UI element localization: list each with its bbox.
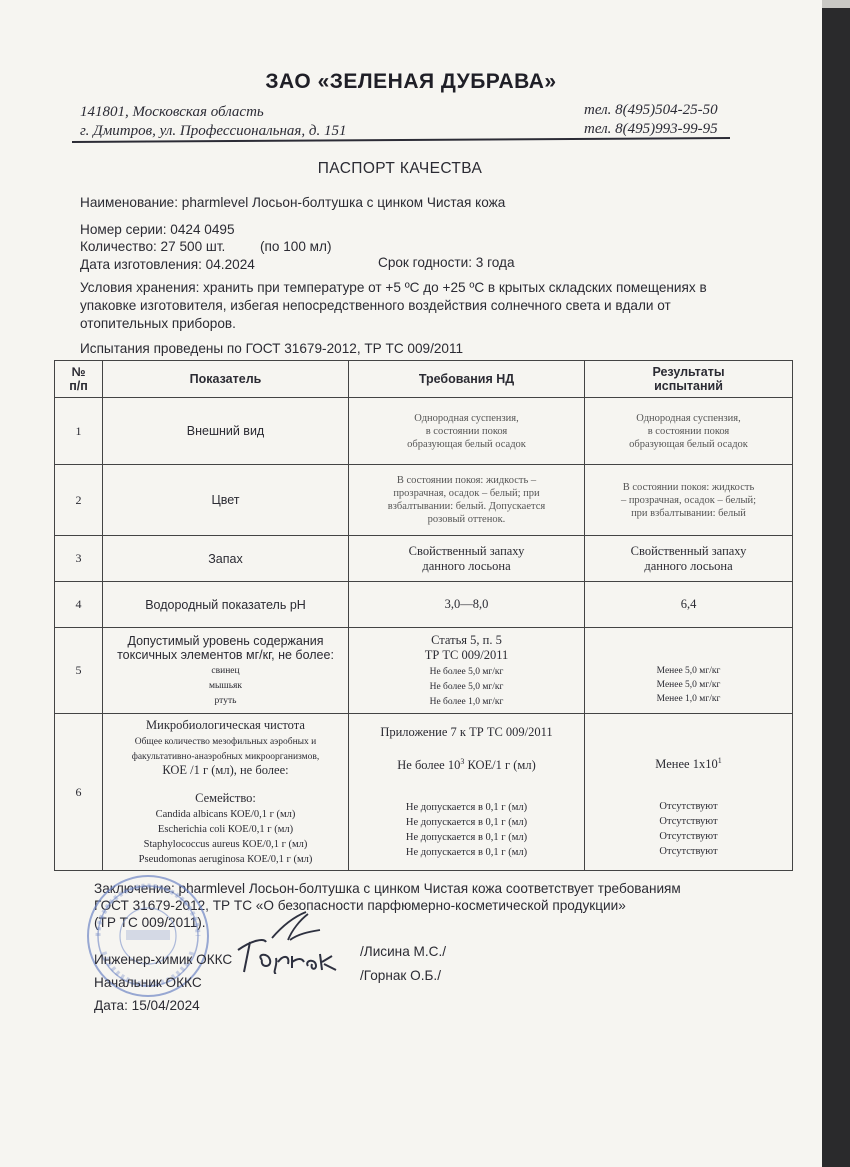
address-line-2: г. Дмитров, ул. Профессиональная, д. 151 <box>80 123 347 139</box>
handwritten-signature <box>232 910 342 974</box>
row-result: Менее $1х10^1$ Отсутствуют Отсутствуют Отсутствуют Отсутствуют <box>585 714 793 871</box>
document-title: ПАСПОРТ КАЧЕСТВА <box>317 160 483 177</box>
row-requirement: 3,0—8,0 <box>349 582 585 628</box>
signature-date: Дата: 15/04/2024 <box>94 998 200 1013</box>
head-label: Начальник ОККС <box>94 975 202 990</box>
row-requirement: Статья 5, п. 5 ТР ТС 009/2011 Не более 5,0 мг/кг Не более 5,0 мг/кг Не более 1,0 мг/кг <box>349 628 585 714</box>
conclusion-line-2: ГОСТ 31679-2012, ТР ТС «О безопасности парфюмерно-косметической продукции» <box>94 898 626 913</box>
table-row <box>55 536 793 582</box>
row-number: 1 <box>55 398 103 465</box>
row-indicator: Цвет <box>103 465 349 536</box>
quantity: Количество: 27 500 шт. <box>80 239 226 254</box>
table-row <box>55 628 793 714</box>
quantity-note: (по 100 мл) <box>260 239 332 254</box>
row-indicator: Внешний вид <box>103 398 349 465</box>
row-number: 3 <box>55 536 103 582</box>
storage-line-3: отопительных приборов. <box>80 316 236 331</box>
storage-line-2: упаковке изготовителя, избегая непосредственного воздействия солнечного света и вдали от <box>80 298 671 313</box>
head-name: /Горнак О.Б./ <box>360 968 441 983</box>
row-result: Однородная суспензия, в состоянии покоя образующая белый осадок <box>585 398 793 465</box>
phone-1: тел. 8(495)504-25-50 <box>584 102 718 118</box>
header-indicator: Показатель <box>103 361 349 398</box>
quality-table <box>54 360 793 871</box>
table-row <box>55 398 793 465</box>
row-number: 4 <box>55 582 103 628</box>
table-header-row <box>55 361 793 398</box>
table-row <box>55 465 793 536</box>
tests-standard: Испытания проведены по ГОСТ 31679-2012, ТР ТС 009/2011 <box>80 341 464 356</box>
row-number: 5 <box>55 628 103 714</box>
phone-2: тел. 8(495)993-99-95 <box>584 121 718 137</box>
header-requirements: Требования НД <box>349 361 585 398</box>
row-requirement: Приложение 7 к ТР ТС 009/2011 Не более $10^3$ КОЕ/1 г (мл) Не допускается в 0,1 г (мл) Не допускается в 0,1 г (мл) Не допускается в 0,1 г (мл) Не допускается в 0,1 г (мл) <box>349 714 585 871</box>
row-requirement: В состоянии покоя: жидкость – прозрачная, осадок – белый; при взбалтывании: белый. Допускается розовый оттенок. <box>349 465 585 536</box>
manufacture-date: Дата изготовления: 04.2024 <box>80 257 255 272</box>
row-result: Свойственный запаху данного лосьона <box>585 536 793 582</box>
row-indicator: Допустимый уровень содержания токсичных элементов мг/кг, не более: свинец мышьяк ртуть <box>103 628 349 714</box>
scan-edge <box>822 0 850 1167</box>
row-result: 6,4 <box>585 582 793 628</box>
row-indicator: Микробиологическая чистота Общее количество мезофильных аэробных и факультативно-анаэробных микроорганизмов, КОЕ /1 г (мл), не более: Семейство: Candida albicans КОЕ/0,1 г (мл) Escherichia coli КОЕ/0,1 г (мл) Staphylococcus aureus КОЕ/0,1 г (мл) Pseudomonas aeruginosa КОЕ/0,1 г (мл) <box>103 714 349 871</box>
conclusion-line-1: Заключение: pharmlevel Лосьон-болтушка с цинком Чистая кожа соответствует требованиям <box>94 881 681 896</box>
row-indicator: Запах <box>103 536 349 582</box>
shelf-life: Срок годности: 3 года <box>378 255 515 270</box>
header-results: Результаты испытаний <box>585 361 793 398</box>
row-requirement: Свойственный запаху данного лосьона <box>349 536 585 582</box>
engineer-name: /Лисина М.С./ <box>360 944 446 959</box>
company-name: ЗАО «ЗЕЛЕНАЯ ДУБРАВА» <box>265 70 557 93</box>
conclusion-line-3: (ТР ТС 009/2011). <box>94 915 206 930</box>
row-number: 6 <box>55 714 103 871</box>
address-line-1: 141801, Московская область <box>80 104 264 120</box>
storage-line-1: Условия хранения: хранить при температуре от +5 ºС до +25 ºС в крытых складских помещениях в <box>80 280 707 295</box>
table-row <box>55 582 793 628</box>
scan-edge-top <box>822 0 850 8</box>
row-number: 2 <box>55 465 103 536</box>
row-result: Менее 5,0 мг/кг Менее 5,0 мг/кг Менее 1,0 мг/кг <box>585 628 793 714</box>
header-number: № п/п <box>55 361 103 398</box>
row-requirement: Однородная суспензия, в состоянии покоя образующая белый осадок <box>349 398 585 465</box>
row-result: В состоянии покоя: жидкость – прозрачная, осадок – белый; при взбалтывании: белый <box>585 465 793 536</box>
row-indicator: Водородный показатель pH <box>103 582 349 628</box>
product-name: Наименование: pharmlevel Лосьон-болтушка с цинком Чистая кожа <box>80 195 506 210</box>
table-row <box>55 714 793 871</box>
series-number: Номер серии: 0424 0495 <box>80 222 235 237</box>
engineer-label: Инженер-химик ОККС <box>94 952 233 967</box>
